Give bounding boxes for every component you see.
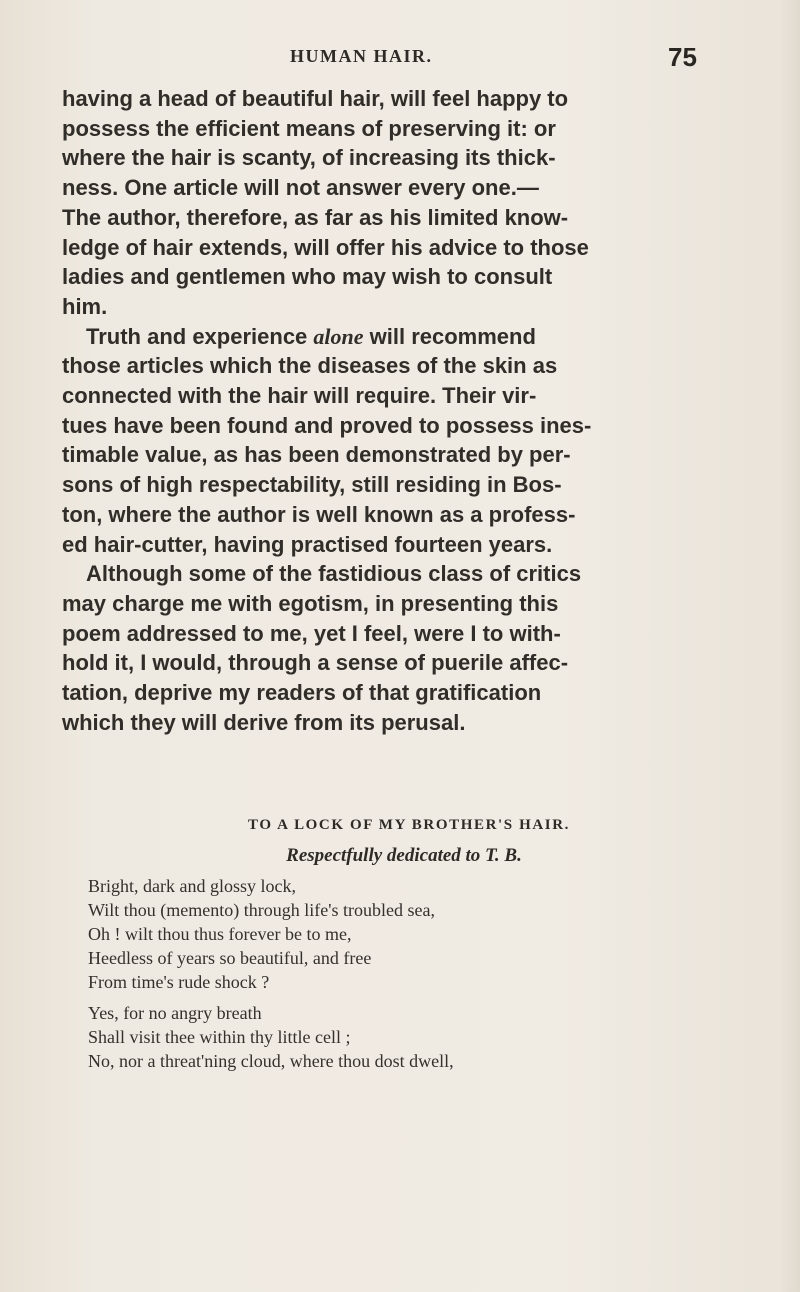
paragraph-2-first-line [62,322,752,352]
poem-title: TO A LOCK OF MY BROTHER'S HAIR. [247,817,570,833]
body-text [62,84,752,737]
text-line: him. [62,293,108,319]
poem-line: Wilt thou (memento) through life's troubled sea, [88,900,435,920]
poem-line: Shall visit thee within thy little cell ; [88,1027,351,1047]
text-line: having a head of beautiful hair, will feel happy to [62,86,569,111]
poem-stanza-2 [88,1001,748,1073]
text-line: The author, therefore, as far as his limited know- [62,204,569,230]
poem-dedication: Respectfully dedicated to T. B. [286,845,522,866]
text-line: ed hair-cutter, having practised fourteen years. [62,531,553,557]
poem-line: Oh ! wilt thou thus forever be to me, [88,924,352,944]
text-line: tation, deprive my readers of that gratification [62,680,542,706]
text-line: those articles which the diseases of the skin as [62,353,558,379]
text-line: poem addressed to me, yet I feel, were I to with- [62,620,561,646]
text-line: tues have been found and proved to possess ines- [62,412,592,438]
poem-line: Heedless of years so beautiful, and free [88,948,372,968]
text-line: where the hair is scanty, of increasing its thick- [62,145,556,171]
poem-line: From time's rude shock ? [88,972,270,992]
poem-stanza-1 [88,874,748,994]
text-line: ton, where the author is well known as a profess- [62,501,576,527]
text-line: possess the efficient means of preserving it: or [62,115,556,141]
text-line: which they will derive from its perusal. [62,709,466,735]
running-title: HUMAN HAIR. [290,46,433,66]
page-number: 75 [668,42,697,72]
poem-line: No, nor a threat'ning cloud, where thou dost dwell, [88,1051,454,1071]
page-edge-shadow [780,0,800,1292]
text-line: timable value, as has been demonstrated by per- [62,442,571,468]
running-head [0,40,800,80]
text-line: connected with the hair will require. Their vir- [62,383,537,409]
text-line: ladies and gentlemen who may wish to consult [62,264,553,290]
text-run: will recommend [363,323,536,349]
text-run: Truth and experience [86,323,314,349]
text-line: hold it, I would, through a sense of puerile affec- [62,650,569,676]
emphasis-word: alone [313,323,364,349]
text-line: sons of high respectability, still residing in Bos- [62,472,562,498]
text-line: ness. One article will not answer every one.— [62,175,539,201]
poem-line: Yes, for no angry breath [88,1003,262,1023]
text-line: ledge of hair extends, will offer his advice to those [62,234,589,260]
text-line: may charge me with egotism, in presenting this [62,590,559,616]
poem-line: Bright, dark and glossy lock, [88,876,296,896]
text-line: Although some of the fastidious class of critics [86,561,582,587]
